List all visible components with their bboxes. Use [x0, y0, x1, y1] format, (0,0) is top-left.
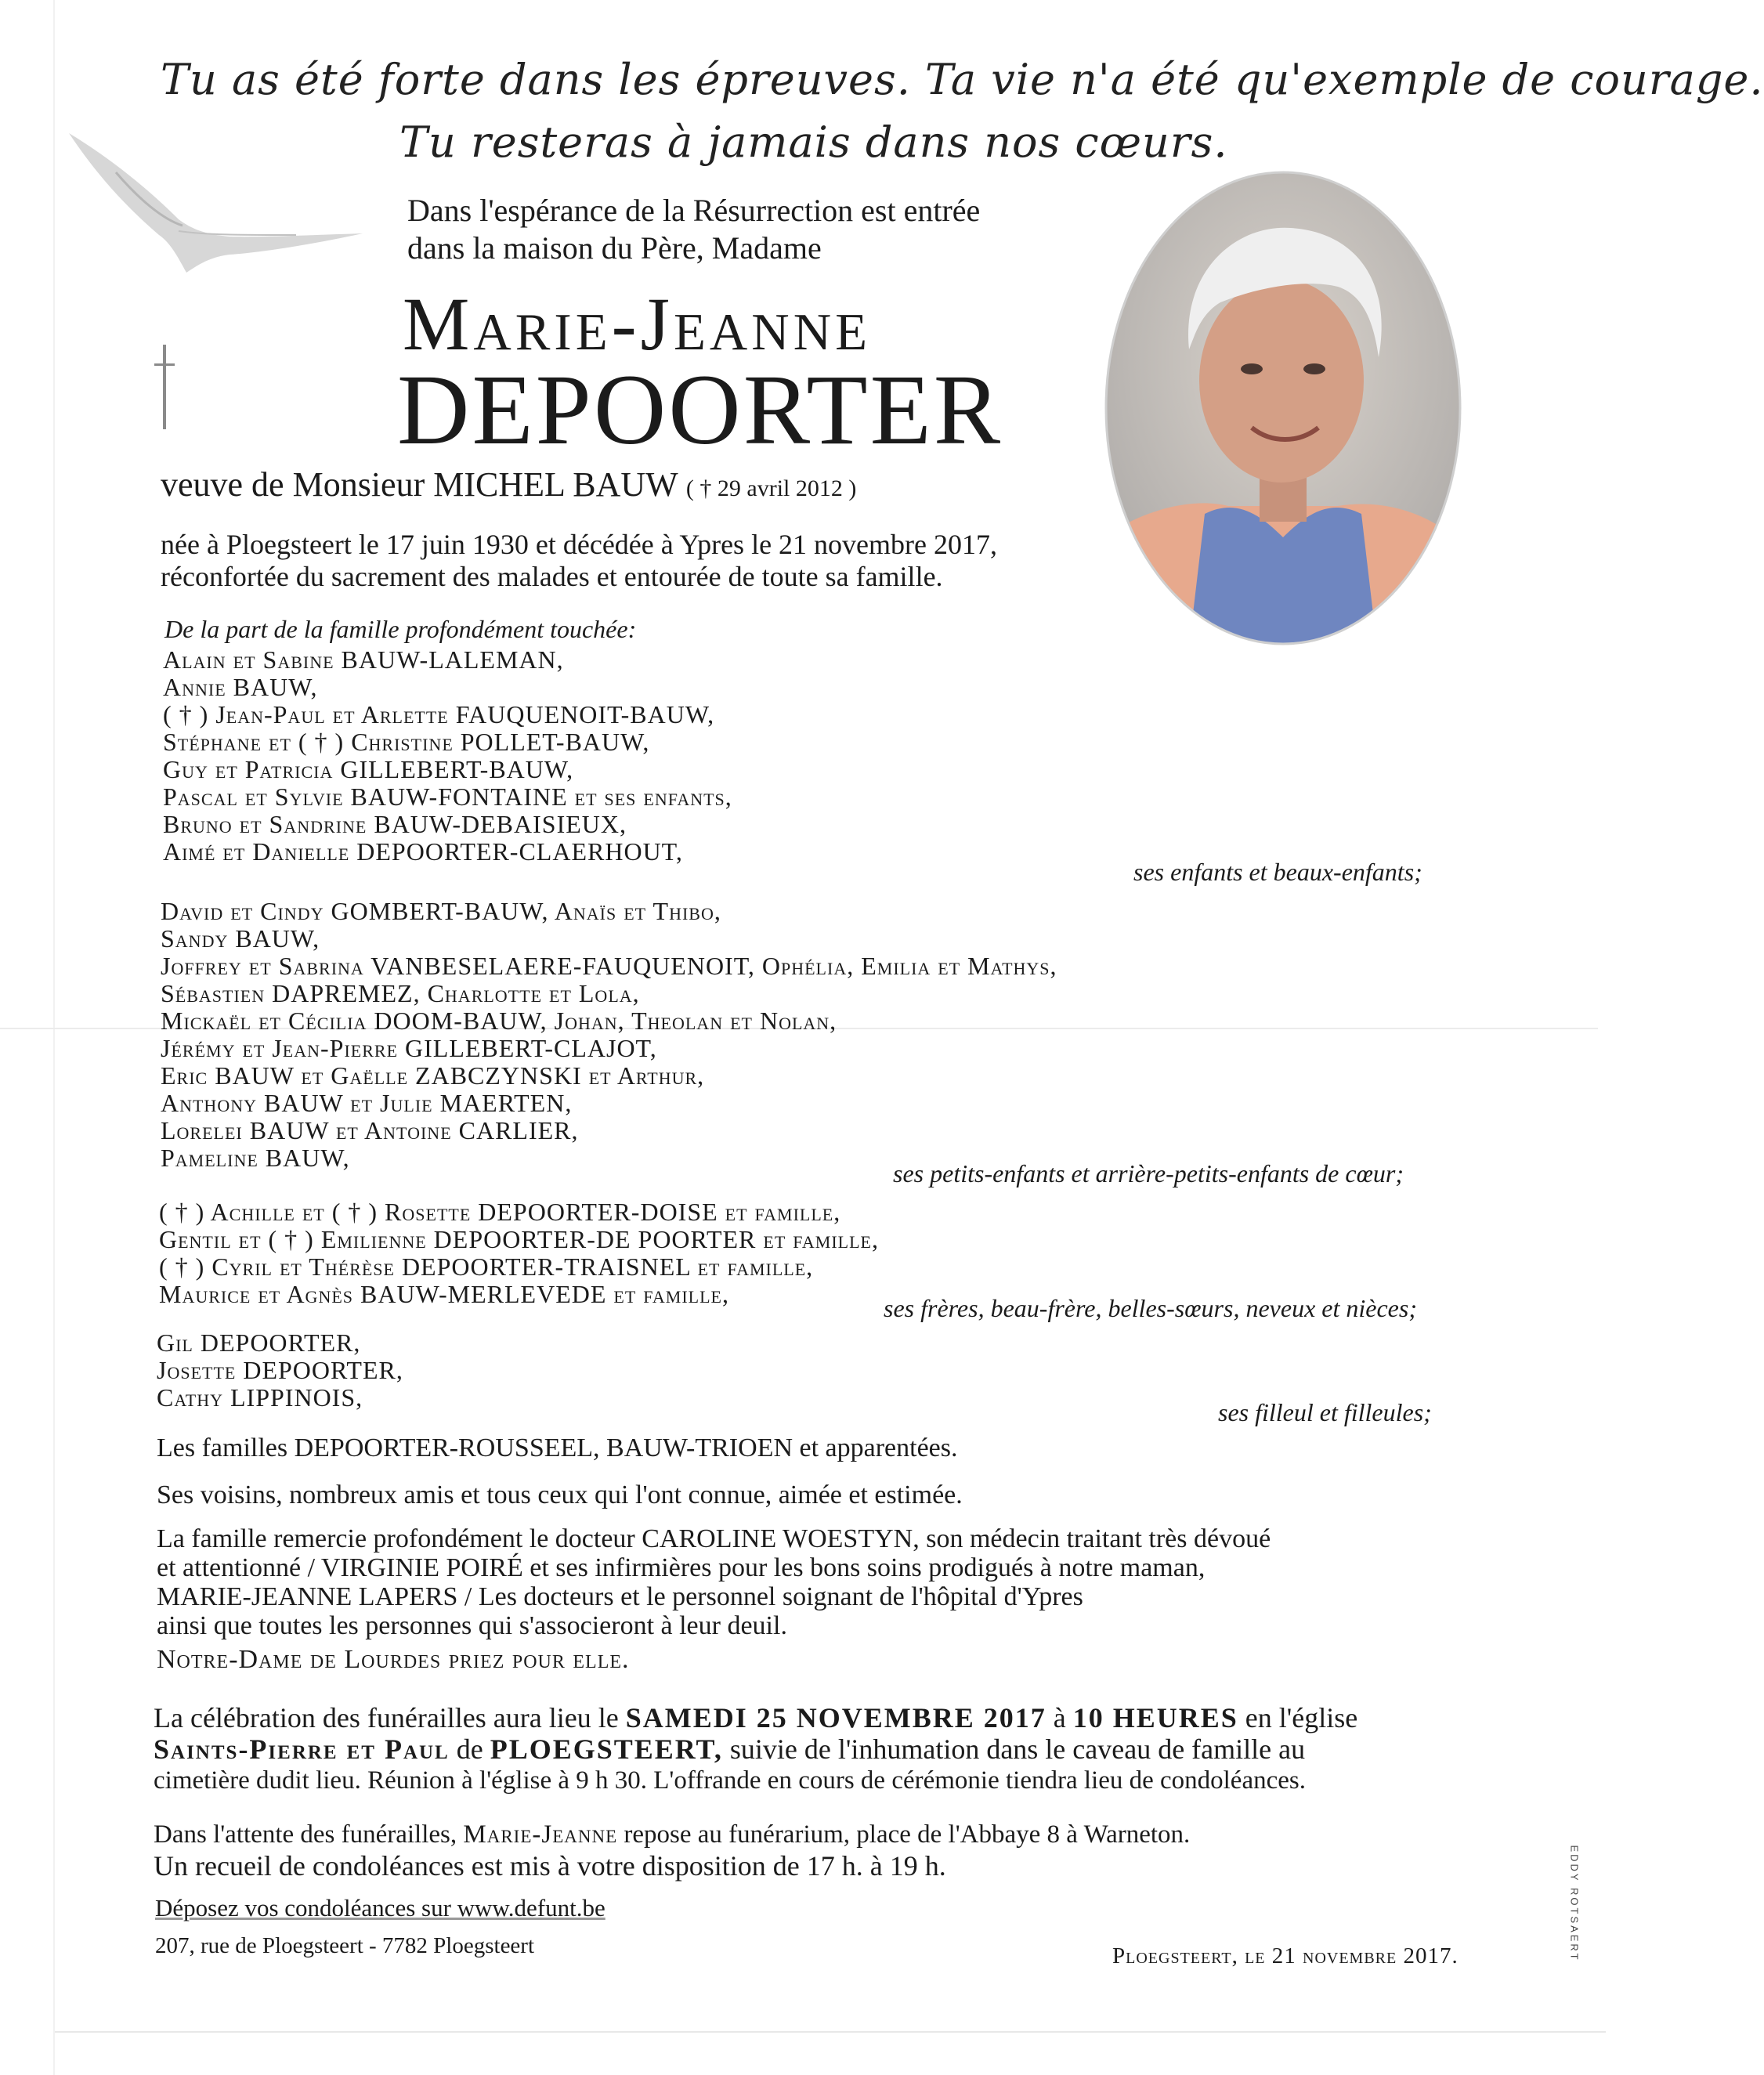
widow-date: ( † 29 avril 2012 ) — [685, 475, 857, 501]
family-group-1 — [163, 646, 732, 866]
ceremony-line-3: cimetière dudit lieu. Réunion à l'église à 9 h 30. L'offrande en cours de cérémonie tiendra lieu de condoléances. — [154, 1766, 1306, 1795]
visitation-text: repose au funérarium, place de l'Abbaye 8 à Warneton. — [617, 1820, 1191, 1849]
thanks-line: La famille remercie profondément le docteur CAROLINE WOESTYN, son médecin traitant très dévoué — [157, 1524, 1271, 1553]
family-name: Maurice et Agnès BAUW-MERLEVEDE et famille, — [159, 1280, 729, 1308]
family-name: Gentil et ( † ) Emilienne DEPOORTER-DE POORTER et famille, — [159, 1225, 879, 1253]
family-name: Joffrey et Sabrina VANBESELAERE-FAUQUENOIT, Ophélia, Emilia et Mathys, — [161, 952, 1057, 980]
visitation-line-1 — [154, 1819, 1190, 1850]
paper-edge-bottom — [55, 2031, 1606, 2033]
family-name: Jérémy et Jean-Pierre GILLEBERT-CLAJOT, — [161, 1034, 657, 1062]
address-line: 207, rue de Ploegsteert - 7782 Ploegsteert — [155, 1933, 535, 1958]
visitation-paragraph — [154, 1819, 1190, 1882]
family-name: ( † ) Jean-Paul et Arlette FAUQUENOIT-BAUW, — [163, 700, 715, 728]
family-relation-1: ses enfants et beaux-enfants; — [1133, 858, 1422, 886]
family-relation-2: ses petits-enfants et arrière-petits-enfants de cœur; — [893, 1159, 1404, 1188]
family-name: Gil DEPOORTER, — [157, 1329, 361, 1357]
printer-credit — [1559, 1825, 1590, 1982]
deceased-last-name: DEPOORTER — [397, 354, 1003, 465]
portrait-photo — [1103, 169, 1463, 647]
intro-line-1: Dans l'espérance de la Résurrection est entrée — [407, 193, 981, 228]
ceremony-paragraph — [154, 1702, 1357, 1796]
cross-icon — [153, 345, 176, 429]
family-name: Mickaël et Cécilia DOOM-BAUW, Johan, Theolan et Nolan, — [161, 1007, 837, 1035]
deceased-first-name: Marie-Jeanne — [403, 282, 872, 366]
comfort-line: réconfortée du sacrement des malades et entourée de toute sa famille. — [161, 561, 943, 592]
ceremony-line-2 — [154, 1733, 1357, 1765]
family-name: ( † ) Cyril et Thérèse DEPOORTER-TRAISNEL et famille, — [159, 1253, 814, 1281]
family-name: Guy et Patricia GILLEBERT-BAUW, — [163, 755, 574, 783]
dove-icon — [61, 125, 374, 274]
ceremony-date: SAMEDI 25 NOVEMBRE 2017 — [625, 1702, 1046, 1733]
widow-line — [161, 465, 856, 504]
condolences-link[interactable]: Déposez vos condoléances sur www.defunt.be — [155, 1894, 605, 1921]
paper-edge-left — [53, 0, 55, 2075]
family-name: Annie BAUW, — [163, 673, 318, 701]
family-name: Lorelei BAUW et Antoine CARLIER, — [161, 1116, 579, 1144]
family-relation-4: ses filleul et filleules; — [1218, 1398, 1432, 1426]
family-group-3 — [159, 1198, 879, 1308]
thanks-line: ainsi que toutes les personnes qui s'associeront à leur deuil. — [157, 1611, 787, 1640]
ceremony-text: en l'église — [1238, 1702, 1358, 1733]
family-name: Stéphane et ( † ) Christine POLLET-BAUW, — [163, 728, 650, 756]
neighbours-line: Ses voisins, nombreux amis et tous ceux qui l'ont connue, aimée et estimée. — [157, 1480, 963, 1509]
thanks-paragraph — [157, 1524, 1271, 1640]
family-name: Cathy LIPPINOIS, — [157, 1383, 363, 1412]
family-name: David et Cindy GOMBERT-BAUW, Anaïs et Thibo, — [161, 897, 721, 925]
visitation-name: Marie-Jeanne — [463, 1820, 618, 1849]
family-name: Aimé et Danielle DEPOORTER-CLAERHOUT, — [163, 837, 683, 866]
ceremony-text: de — [449, 1733, 490, 1765]
visitation-text: Dans l'attente des funérailles, — [154, 1820, 464, 1849]
family-group-2 — [161, 898, 1057, 1172]
church-name: Saints-Pierre et Paul — [154, 1733, 450, 1765]
epigraph-line-2: Tu resteras à jamais dans nos cœurs. — [399, 117, 1228, 167]
family-name: ( † ) Achille et ( † ) Rosette DEPOORTER-DOISE et famille, — [159, 1198, 841, 1226]
widow-text: veuve de Monsieur MICHEL BAUW — [161, 465, 678, 504]
family-name: Sébastien DAPREMEZ, Charlotte et Lola, — [161, 979, 640, 1007]
family-heading: De la part de la famille profondément touchée: — [164, 615, 637, 643]
ceremony-line-1 — [154, 1702, 1357, 1733]
family-name: Anthony BAUW et Julie MAERTEN, — [161, 1089, 573, 1117]
ceremony-text: à — [1046, 1702, 1073, 1733]
families-line: Les familles DEPOORTER-ROUSSEEL, BAUW-TRIOEN et apparentées. — [157, 1433, 958, 1462]
ceremony-text: La célébration des funérailles aura lieu le — [154, 1702, 626, 1733]
place-date-line: Ploegsteert, le 21 novembre 2017. — [1112, 1943, 1459, 1968]
epigraph-line-1: Tu as été forte dans les épreuves. Ta vie n'a été qu'exemple de courage. — [161, 55, 1764, 104]
thanks-line: MARIE-JEANNE LAPERS / Les docteurs et le personnel soignant de l'hôpital d'Ypres — [157, 1582, 1083, 1611]
family-name: Pascal et Sylvie BAUW-FONTAINE et ses enfants, — [163, 783, 732, 811]
family-name: Josette DEPOORTER, — [157, 1356, 403, 1384]
family-name: Sandy BAUW, — [161, 924, 320, 953]
family-group-4 — [157, 1329, 403, 1412]
thanks-line: et attentionné / VIRGINIE POIRÉ et ses infirmières pour les bons soins prodigués à notre maman, — [157, 1553, 1206, 1582]
printer-name: EDDY ROTSAERT — [1568, 1845, 1581, 1962]
family-name: Bruno et Sandrine BAUW-DEBAISIEUX, — [163, 810, 627, 838]
family-name: Eric BAUW et Gaëlle ZABCZYNSKI et Arthur, — [161, 1061, 705, 1090]
ceremony-place: PLOEGSTEERT, — [490, 1733, 723, 1765]
prayer-line: Notre-Dame de Lourdes priez pour elle. — [157, 1645, 630, 1674]
family-name: Pameline BAUW, — [161, 1144, 350, 1172]
ceremony-text: suivie de l'inhumation dans le caveau de famille au — [722, 1733, 1306, 1765]
visitation-line-2: Un recueil de condoléances est mis à votre disposition de 17 h. à 19 h. — [154, 1850, 946, 1882]
ceremony-time: 10 HEURES — [1072, 1702, 1238, 1733]
intro-line-2: dans la maison du Père, Madame — [407, 230, 822, 266]
family-relation-3: ses frères, beau-frère, belles-sœurs, neveux et nièces; — [884, 1294, 1417, 1322]
birth-death-line: née à Ploegsteert le 17 juin 1930 et décédée à Ypres le 21 novembre 2017, — [161, 529, 997, 560]
family-name: Alain et Sabine BAUW-LALEMAN, — [163, 645, 564, 674]
